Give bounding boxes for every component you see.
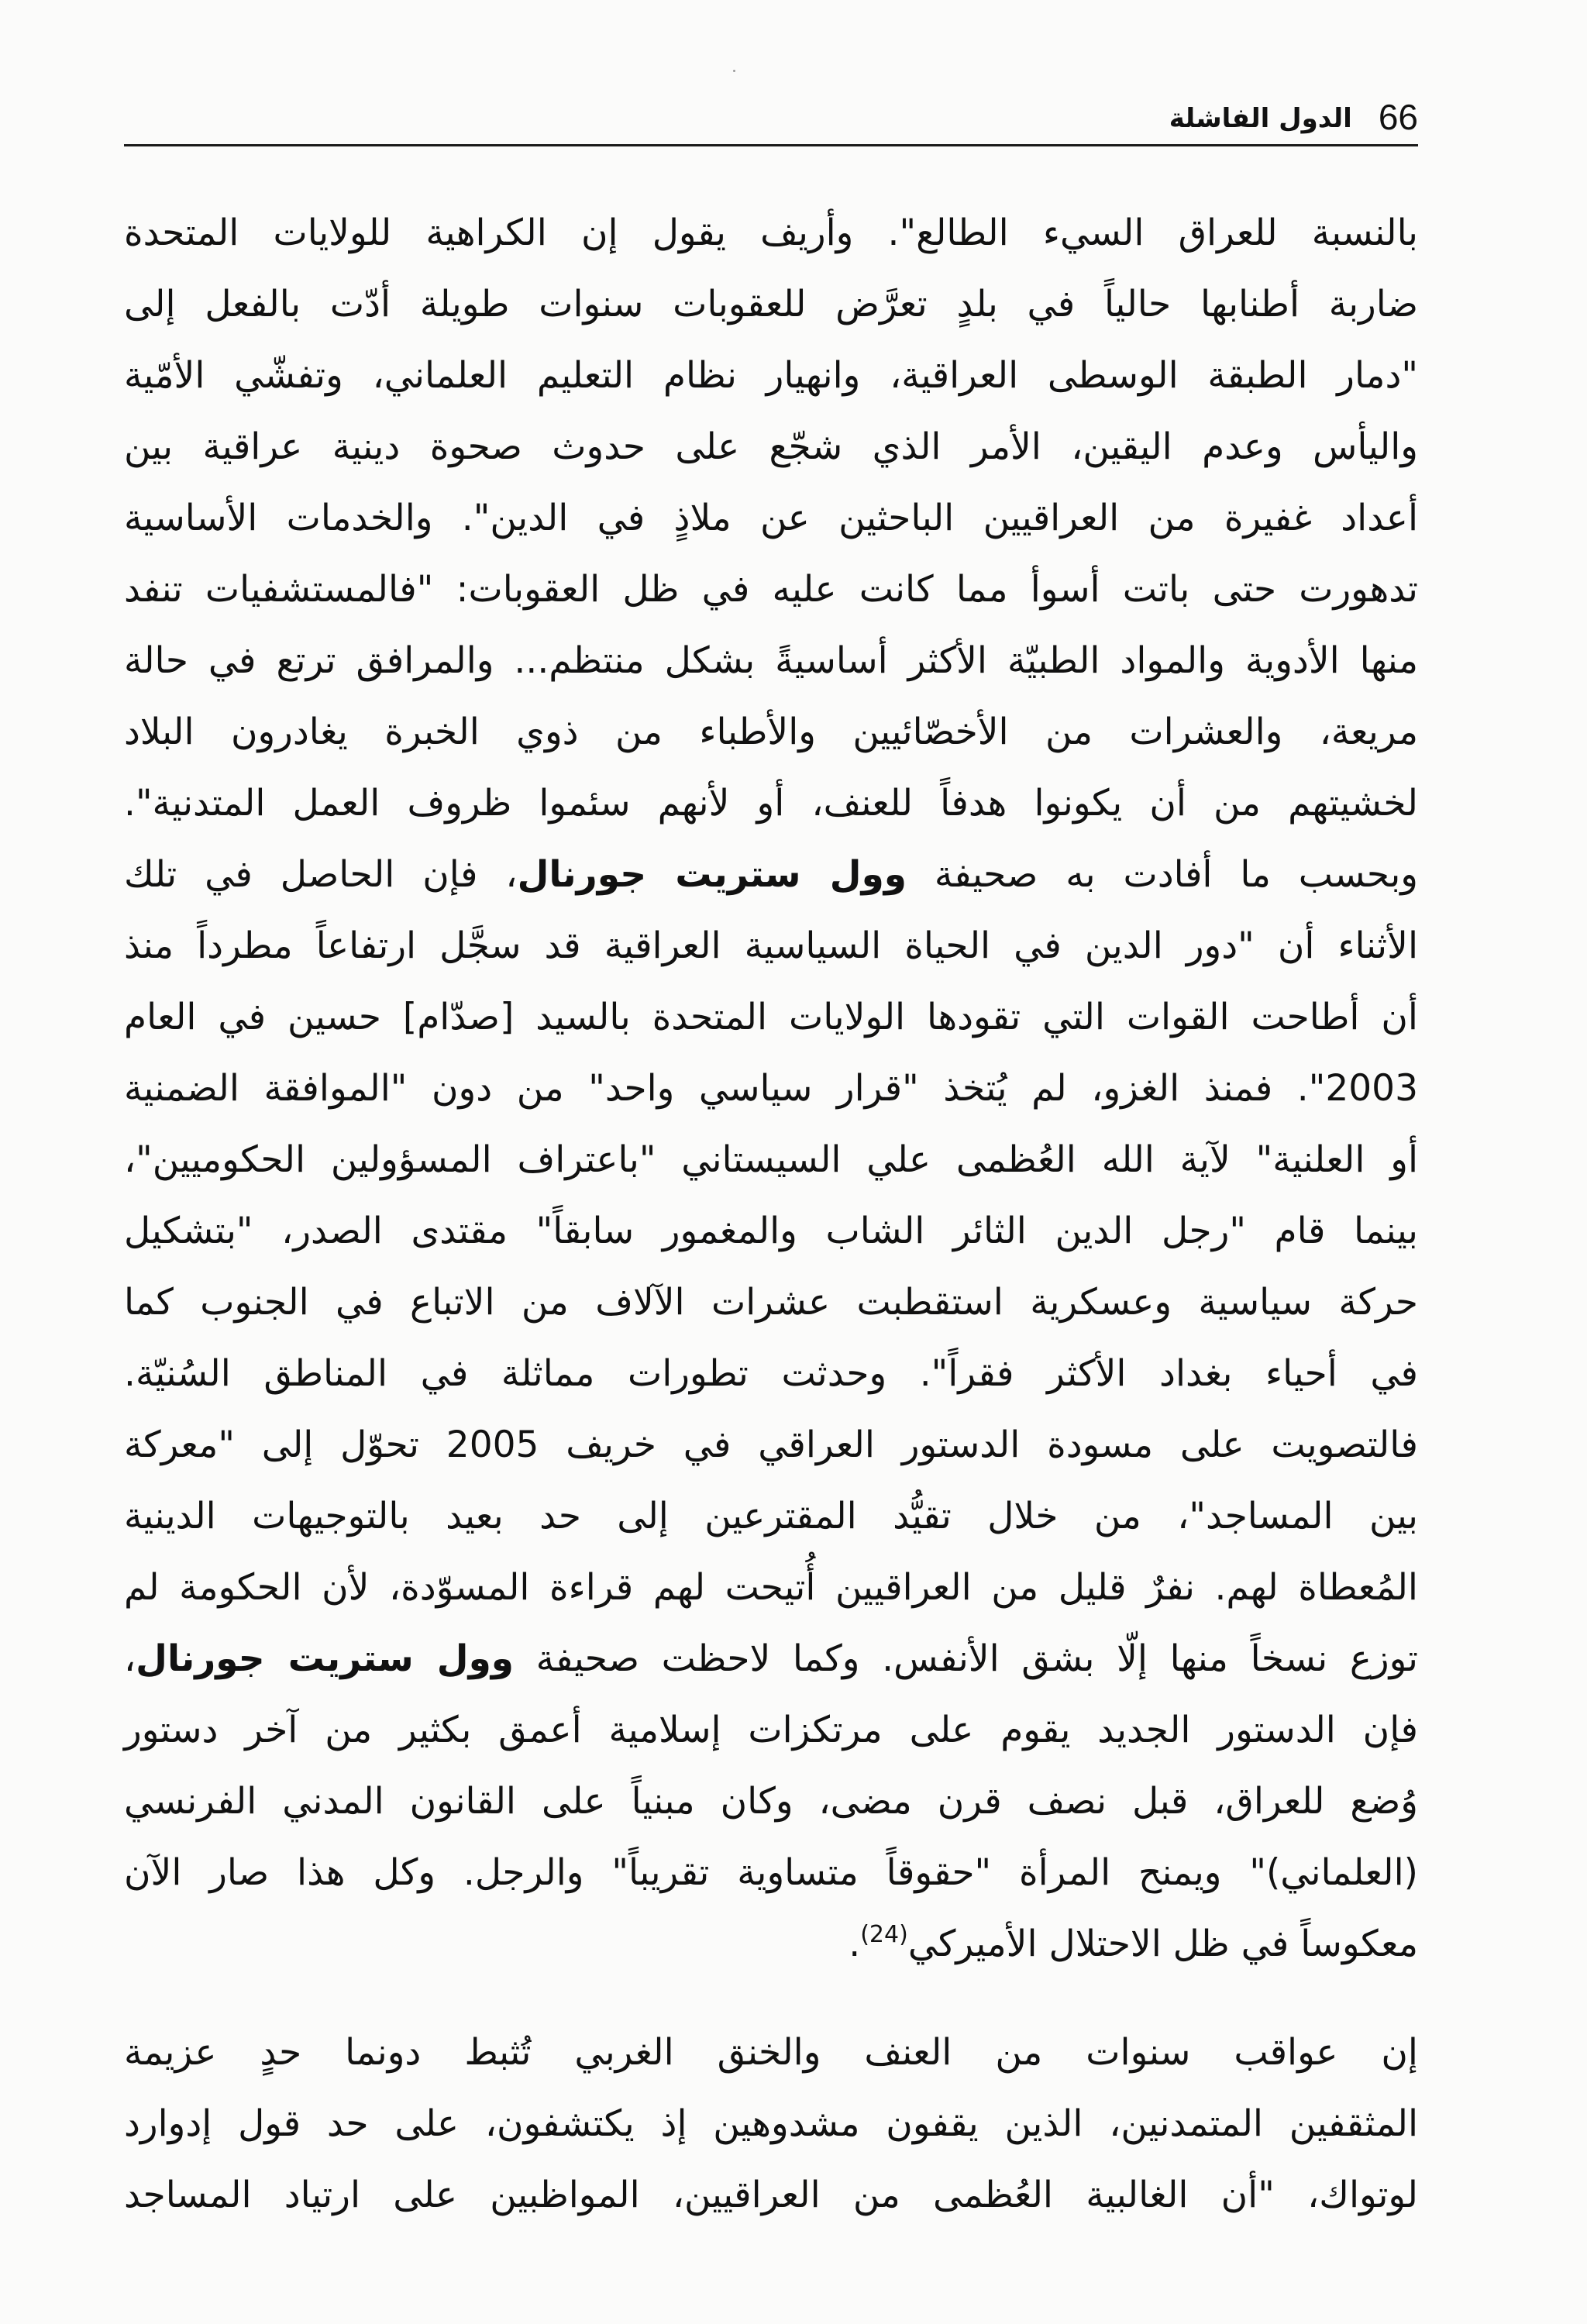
- paragraph-2: [124, 839, 1418, 1980]
- paragraph-3: [124, 2017, 1418, 2231]
- text-line: فإن الدستور الجديد يقوم على مرتكزات إسلامية أعمق بكثير من آخر دستور: [124, 1709, 1418, 1751]
- text-line: ضاربة أطنابها حالياً في بلدٍ تعرَّض للعقوبات سنوات طويلة أدّت بالفعل إلى: [124, 283, 1418, 325]
- text-line: المُعطاة لهم. نفرٌ قليل من العراقيين أُتيحت لهم قراءة المسوّدة، لأن الحكومة لم: [124, 1566, 1418, 1609]
- text-run: ، فإن الحاصل في تلك: [124, 853, 518, 896]
- running-title: الدول الفاشلة: [1169, 102, 1352, 134]
- text-line: [124, 839, 1418, 911]
- text-line: أن أطاحت القوات التي تقودها الولايات المتحدة بالسيد [صدّام] حسين في العام: [124, 996, 1418, 1038]
- text-line: بين المساجد"، من خلال تقيُّد المقترعين إلى حد بعيد بالتوجيهات الدينية: [124, 1495, 1418, 1537]
- text-line: مريعة، والعشرات من الأخصّائيين والأطباء من ذوي الخبرة يغادرون البلاد: [124, 711, 1418, 753]
- body-text: [124, 198, 1418, 2231]
- text-line: أو العلنية" لآية الله العُظمى علي السيستاني "باعتراف المسؤولين الحكوميين"،: [124, 1138, 1418, 1181]
- text-line: لوتواك، "أن الغالبية العُظمى من العراقيين، المواظبين على ارتياد المساجد: [124, 2174, 1418, 2216]
- paragraph-gap: [124, 1980, 1418, 2017]
- page-number: 66: [1378, 97, 1418, 137]
- text-line: المثقفين المتمدنين، الذين يقفون مشدوهين إذ يكتشفون، على حد قول إدوارد: [124, 2102, 1418, 2145]
- text-line: [124, 1909, 1418, 1980]
- page-header: [124, 87, 1418, 135]
- text-line: إن عواقب سنوات من العنف والخنق الغربي تُثبط دونما حدٍ عزيمة: [124, 2031, 1418, 2074]
- paragraph-1: [124, 198, 1418, 839]
- footnote-ref: (24): [860, 1921, 908, 1948]
- text-line: فالتصويت على مسودة الدستور العراقي في خريف 2005 تحوّل إلى "معركة: [124, 1424, 1418, 1466]
- text-line: وُضع للعراق، قبل نصف قرن مضى، وكان مبنياً على القانون المدني الفرنسي: [124, 1780, 1418, 1823]
- text-line: في أحياء بغداد الأكثر فقراً". وحدثت تطورات مماثلة في المناطق السُنيّة.: [124, 1352, 1418, 1395]
- text-line: 2003". فمنذ الغزو، لم يُتخذ "قرار سياسي واحد" من دون "الموافقة الضمنية: [124, 1067, 1418, 1110]
- text-run: وبحسب ما أفادت به صحيفة: [907, 853, 1419, 896]
- text-line: واليأس وعدم اليقين، الأمر الذي شجّع على حدوث صحوة دينية عراقية بين: [124, 425, 1418, 468]
- text-line: الأثناء أن "دور الدين في الحياة السياسية العراقية قد سجَّل ارتفاعاً مطرداً منذ: [124, 924, 1418, 967]
- text-line: منها الأدوية والمواد الطبيّة الأكثر أساسيةً بشكل منتظم... والمرافق ترتع في حالة: [124, 639, 1418, 682]
- text-line: حركة سياسية وعسكرية استقطبت عشرات الآلاف من الاتباع في الجنوب كما: [124, 1281, 1418, 1324]
- header-rule: [124, 144, 1418, 146]
- newspaper-name: وول ستريت جورنال: [517, 853, 907, 896]
- text-line: تدهورت حتى باتت أسوأ مما كانت عليه في ظل العقوبات: "فالمستشفيات تنفد: [124, 568, 1418, 611]
- text-run: معكوساً في ظل الاحتلال الأميركي: [907, 1923, 1418, 1965]
- text-line: أعداد غفيرة من العراقيين الباحثين عن ملاذٍ في الدين". والخدمات الأساسية: [124, 497, 1418, 539]
- newspaper-name: وول ستريت جورنال: [136, 1637, 515, 1680]
- text-run: توزع نسخاً منها إلّا بشق الأنفس. وكما لاحظت صحيفة: [514, 1637, 1418, 1680]
- text-line: (العلماني)" ويمنح المرأة "حقوقاً متساوية تقريباً" والرجل. وكل هذا صار الآن: [124, 1851, 1418, 1894]
- text-line: لخشيتهم من أن يكونوا هدفاً للعنف، أو لأنهم سئموا ظروف العمل المتدنية".: [124, 782, 1418, 825]
- text-line: بالنسبة للعراق السيء الطالع". وأريف يقول إن الكراهية للولايات المتحدة: [124, 212, 1418, 254]
- text-line: بينما قام "رجل الدين الثائر الشاب والمغمور سابقاً" مقتدى الصدر، "بتشكيل: [124, 1210, 1418, 1252]
- text-line: [124, 1623, 1418, 1695]
- text-run: .: [849, 1923, 861, 1965]
- scan-speck: [733, 70, 735, 72]
- text-run: ،: [124, 1637, 136, 1680]
- text-line: "دمار الطبقة الوسطى العراقية، وانهيار نظام التعليم العلماني، وتفشّي الأمّية: [124, 354, 1418, 397]
